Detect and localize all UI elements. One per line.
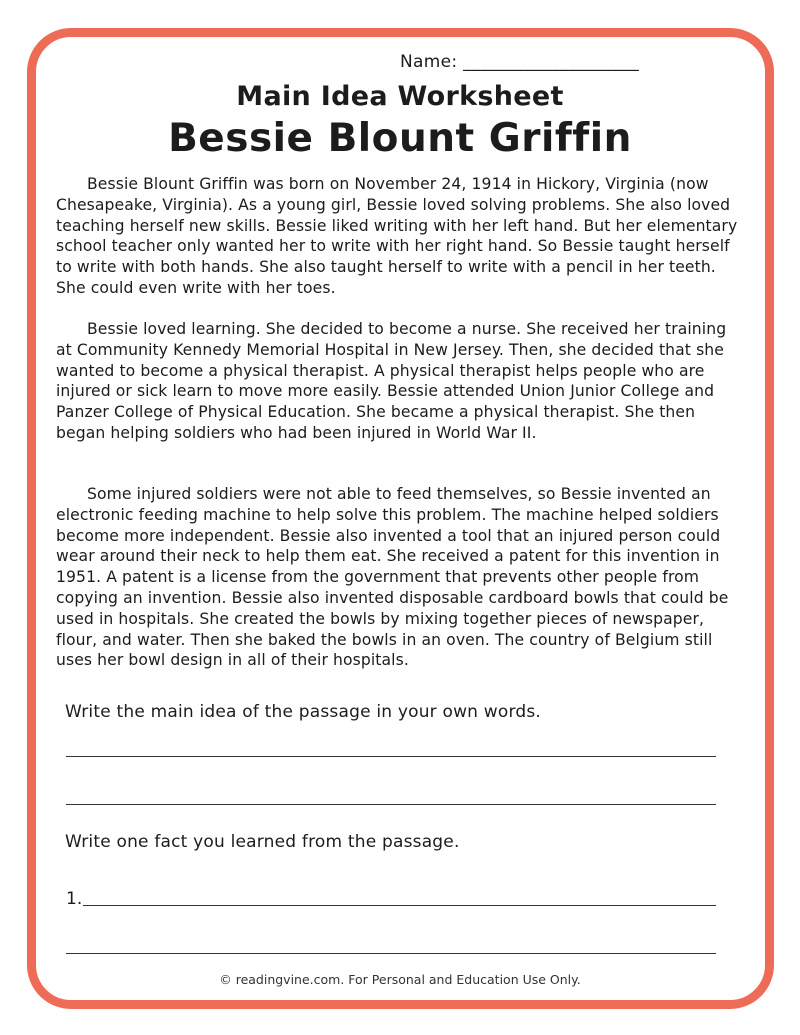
name-label: Name:: [400, 52, 458, 72]
fact-answer-row[interactable]: [66, 889, 726, 909]
fact-number: 1.: [66, 889, 83, 909]
name-blank[interactable]: ____________________: [463, 52, 640, 72]
question-main-idea: Write the main idea of the passage in your own words.: [65, 702, 542, 722]
answer-line-1[interactable]: [66, 756, 716, 757]
passage-paragraph-1: Bessie Blount Griffin was born on November 24, 1914 in Hickory, Virginia (now Chesapeake, Virginia). As a young girl, Bessie loved solving problems. She also loved teaching herself new skills. Bessie liked writing with her left hand. But her elementary school teacher only wanted her to write with her right hand. So Bessie taught herself to write with both hands. She also taught herself to write with a pencil in her teeth. She could even write with her toes.: [56, 175, 738, 297]
footer-copyright: © readingvine.com. For Personal and Education Use Only.: [219, 972, 581, 987]
page-title: Bessie Blount Griffin: [168, 116, 632, 161]
passage-paragraph-3: Some injured soldiers were not able to feed themselves, so Bessie invented an electronic feeding machine to help solve this problem. The machine helped soldiers become more independent. Bessie also invented a tool that an injured person could wear around their neck to help them eat. She received a patent for this invention in 1951. A patent is a license from the government that prevents other people from copying an invention. Bessie also invented disposable cardboard bowls that could be used in hospitals. She created the bowls by mixing together pieces of newspaper, flour, and water. Then she baked the bowls in an oven. The country of Belgium still uses her bowl design in all of their hospitals.: [56, 485, 729, 670]
worksheet-subtitle: Main Idea Worksheet: [236, 81, 564, 112]
passage-paragraph-2: Bessie loved learning. She decided to become a nurse. She received her training at Community Kennedy Memorial Hospital in New Jersey. Then, she decided that she wanted to become a physical therapist. A physical therapist helps people who are injured or sick learn to move more easily. Bessie attended Union Junior College and Panzer College of Physical Education. She became a physical therapist. She then began helping soldiers who had been injured in World War II.: [56, 320, 727, 442]
answer-line-3[interactable]: [83, 905, 716, 906]
answer-line-4[interactable]: [66, 953, 716, 954]
question-fact: Write one fact you learned from the passage.: [65, 832, 460, 852]
answer-line-2[interactable]: [66, 804, 716, 805]
name-field[interactable]: [400, 52, 639, 72]
